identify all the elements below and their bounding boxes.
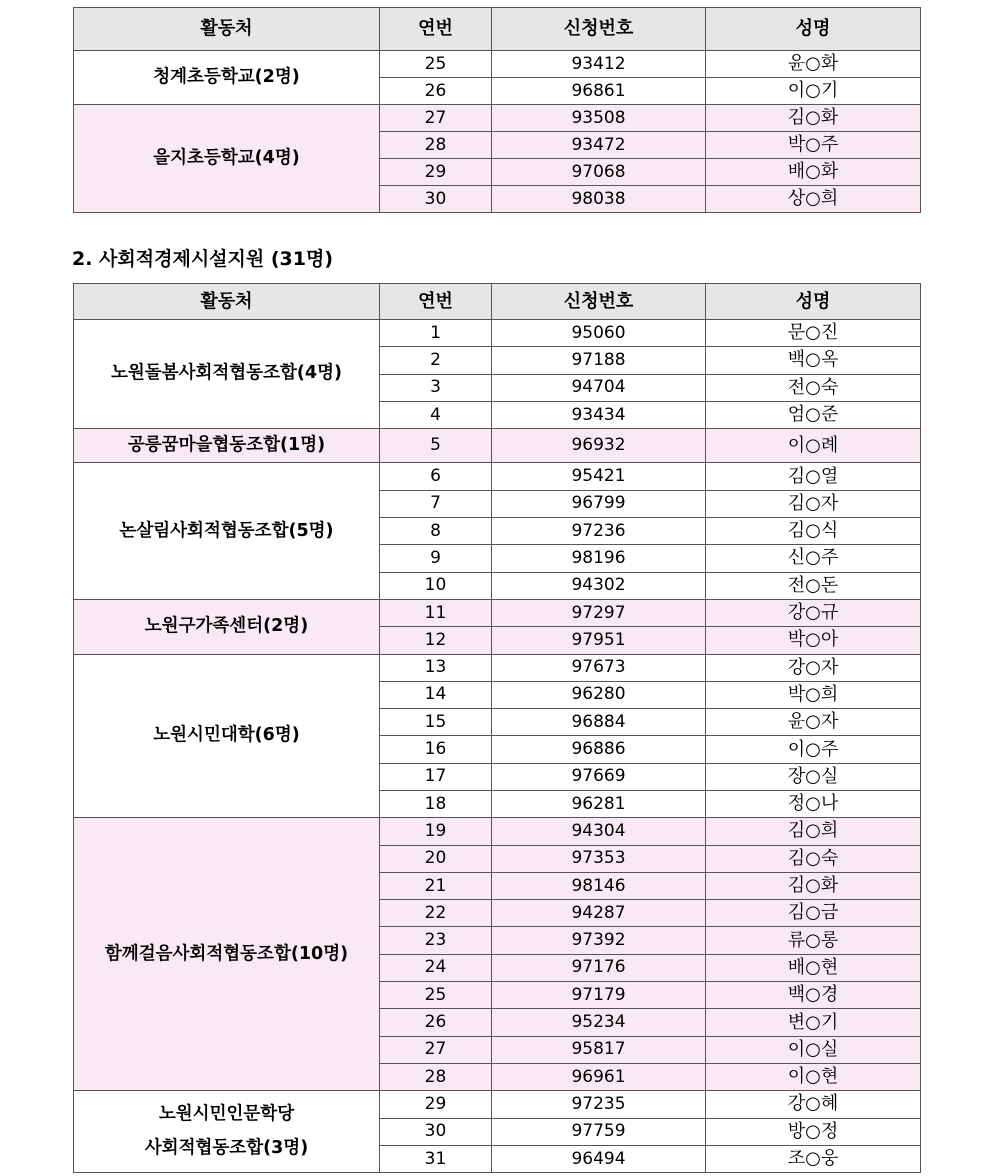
person-name: 김○자 — [706, 490, 921, 517]
table-row — [74, 429, 921, 463]
activity-place: 논살림사회적협동조합(5명) — [74, 463, 380, 599]
table-1-body — [74, 51, 921, 213]
table-row — [74, 105, 921, 132]
person-name: 문○진 — [706, 320, 921, 347]
name-header: 성명 — [706, 8, 921, 51]
application-number: 97068 — [492, 159, 706, 186]
application-number: 96281 — [492, 791, 706, 818]
application-number: 95817 — [492, 1036, 706, 1063]
application-number: 95421 — [492, 463, 706, 490]
application-number: 97669 — [492, 763, 706, 790]
person-name: 김○열 — [706, 463, 921, 490]
person-name: 이○주 — [706, 736, 921, 763]
serial-number: 5 — [380, 429, 492, 463]
application-number: 97176 — [492, 954, 706, 981]
application-number: 94704 — [492, 374, 706, 401]
serial-number: 29 — [380, 159, 492, 186]
activity-place-header: 활동처 — [74, 8, 380, 51]
person-name: 김○화 — [706, 872, 921, 899]
serial-number: 3 — [380, 374, 492, 401]
person-name: 정○나 — [706, 791, 921, 818]
person-name: 박○희 — [706, 681, 921, 708]
table-row — [74, 1091, 921, 1118]
serial-number: 29 — [380, 1091, 492, 1118]
person-name: 엄○준 — [706, 401, 921, 428]
person-name: 강○자 — [706, 654, 921, 681]
serial-number: 21 — [380, 872, 492, 899]
person-name: 김○식 — [706, 518, 921, 545]
application-number: 94304 — [492, 818, 706, 845]
table-row — [74, 599, 921, 626]
application-number: 95060 — [492, 320, 706, 347]
serial-number: 6 — [380, 463, 492, 490]
serial-number-header: 연번 — [380, 8, 492, 51]
volunteer-table-2 — [73, 283, 921, 1173]
serial-number: 13 — [380, 654, 492, 681]
header-row — [74, 8, 921, 51]
person-name: 신○주 — [706, 545, 921, 572]
serial-number: 1 — [380, 320, 492, 347]
activity-place: 노원돌봄사회적협동조합(4명) — [74, 320, 380, 429]
activity-place: 노원구가족센터(2명) — [74, 599, 380, 654]
application-number: 97392 — [492, 927, 706, 954]
person-name: 백○옥 — [706, 347, 921, 374]
application-number: 97951 — [492, 627, 706, 654]
person-name: 장○실 — [706, 763, 921, 790]
application-number: 96884 — [492, 709, 706, 736]
serial-number: 19 — [380, 818, 492, 845]
serial-number: 9 — [380, 545, 492, 572]
serial-number: 20 — [380, 845, 492, 872]
table-row — [74, 320, 921, 347]
activity-place: 공릉꿈마을협동조합(1명) — [74, 429, 380, 463]
person-name: 조○웅 — [706, 1145, 921, 1172]
application-number: 93434 — [492, 401, 706, 428]
application-number: 98196 — [492, 545, 706, 572]
person-name: 강○혜 — [706, 1091, 921, 1118]
application-number: 97236 — [492, 518, 706, 545]
application-number: 96961 — [492, 1063, 706, 1090]
application-number: 98038 — [492, 186, 706, 213]
serial-number: 10 — [380, 572, 492, 599]
serial-number: 12 — [380, 627, 492, 654]
serial-number: 23 — [380, 927, 492, 954]
application-number: 97188 — [492, 347, 706, 374]
serial-number: 4 — [380, 401, 492, 428]
table-row — [74, 51, 921, 78]
person-name: 김○숙 — [706, 845, 921, 872]
volunteer-table-1 — [73, 7, 921, 213]
activity-place: 을지초등학교(4명) — [74, 105, 380, 213]
person-name: 이○현 — [706, 1063, 921, 1090]
activity-place-header: 활동처 — [74, 284, 380, 320]
person-name: 전○숙 — [706, 374, 921, 401]
person-name: 류○롱 — [706, 927, 921, 954]
application-number: 96494 — [492, 1145, 706, 1172]
table-row — [74, 463, 921, 490]
header-row — [74, 284, 921, 320]
table-2-body — [74, 320, 921, 1173]
serial-number: 31 — [380, 1145, 492, 1172]
table-row — [74, 654, 921, 681]
person-name: 강○규 — [706, 599, 921, 626]
application-number: 94302 — [492, 572, 706, 599]
serial-number: 27 — [380, 1036, 492, 1063]
serial-number: 28 — [380, 1063, 492, 1090]
application-number: 97235 — [492, 1091, 706, 1118]
application-number: 97759 — [492, 1118, 706, 1145]
application-number: 97353 — [492, 845, 706, 872]
serial-number: 18 — [380, 791, 492, 818]
application-number-header: 신청번호 — [492, 8, 706, 51]
application-number: 95234 — [492, 1009, 706, 1036]
serial-number: 8 — [380, 518, 492, 545]
application-number: 97673 — [492, 654, 706, 681]
activity-place: 청계초등학교(2명) — [74, 51, 380, 105]
serial-number: 22 — [380, 900, 492, 927]
person-name: 방○정 — [706, 1118, 921, 1145]
person-name: 전○돈 — [706, 572, 921, 599]
application-number: 96886 — [492, 736, 706, 763]
application-number: 93412 — [492, 51, 706, 78]
application-number-header: 신청번호 — [492, 284, 706, 320]
serial-number: 15 — [380, 709, 492, 736]
application-number: 96799 — [492, 490, 706, 517]
serial-number: 17 — [380, 763, 492, 790]
activity-place: 노원시민대학(6명) — [74, 654, 380, 818]
person-name: 변○기 — [706, 1009, 921, 1036]
activity-place: 함께걸음사회적협동조합(10명) — [74, 818, 380, 1091]
serial-number: 14 — [380, 681, 492, 708]
serial-number: 26 — [380, 78, 492, 105]
serial-number: 2 — [380, 347, 492, 374]
person-name: 이○기 — [706, 78, 921, 105]
person-name: 상○희 — [706, 186, 921, 213]
person-name: 김○희 — [706, 818, 921, 845]
serial-number: 28 — [380, 132, 492, 159]
serial-number: 7 — [380, 490, 492, 517]
person-name: 박○아 — [706, 627, 921, 654]
activity-place: 노원시민인문학당 사회적협동조합(3명) — [74, 1091, 380, 1173]
serial-number: 30 — [380, 186, 492, 213]
application-number: 93472 — [492, 132, 706, 159]
person-name: 박○주 — [706, 132, 921, 159]
person-name: 배○현 — [706, 954, 921, 981]
application-number: 96861 — [492, 78, 706, 105]
application-number: 97297 — [492, 599, 706, 626]
serial-number: 24 — [380, 954, 492, 981]
serial-number: 26 — [380, 1009, 492, 1036]
table-row — [74, 818, 921, 845]
serial-number: 16 — [380, 736, 492, 763]
section-2-title: 2. 사회적경제시설지원 (31명) — [72, 248, 334, 270]
application-number: 93508 — [492, 105, 706, 132]
serial-number: 11 — [380, 599, 492, 626]
person-name: 김○금 — [706, 900, 921, 927]
person-name: 윤○자 — [706, 709, 921, 736]
person-name: 윤○화 — [706, 51, 921, 78]
application-number: 94287 — [492, 900, 706, 927]
application-number: 96932 — [492, 429, 706, 463]
serial-number: 27 — [380, 105, 492, 132]
application-number: 96280 — [492, 681, 706, 708]
serial-number: 25 — [380, 51, 492, 78]
application-number: 98146 — [492, 872, 706, 899]
serial-number-header: 연번 — [380, 284, 492, 320]
serial-number: 30 — [380, 1118, 492, 1145]
person-name: 이○례 — [706, 429, 921, 463]
person-name: 배○화 — [706, 159, 921, 186]
application-number: 97179 — [492, 982, 706, 1009]
person-name: 김○화 — [706, 105, 921, 132]
name-header: 성명 — [706, 284, 921, 320]
person-name: 이○실 — [706, 1036, 921, 1063]
person-name: 백○경 — [706, 982, 921, 1009]
serial-number: 25 — [380, 982, 492, 1009]
